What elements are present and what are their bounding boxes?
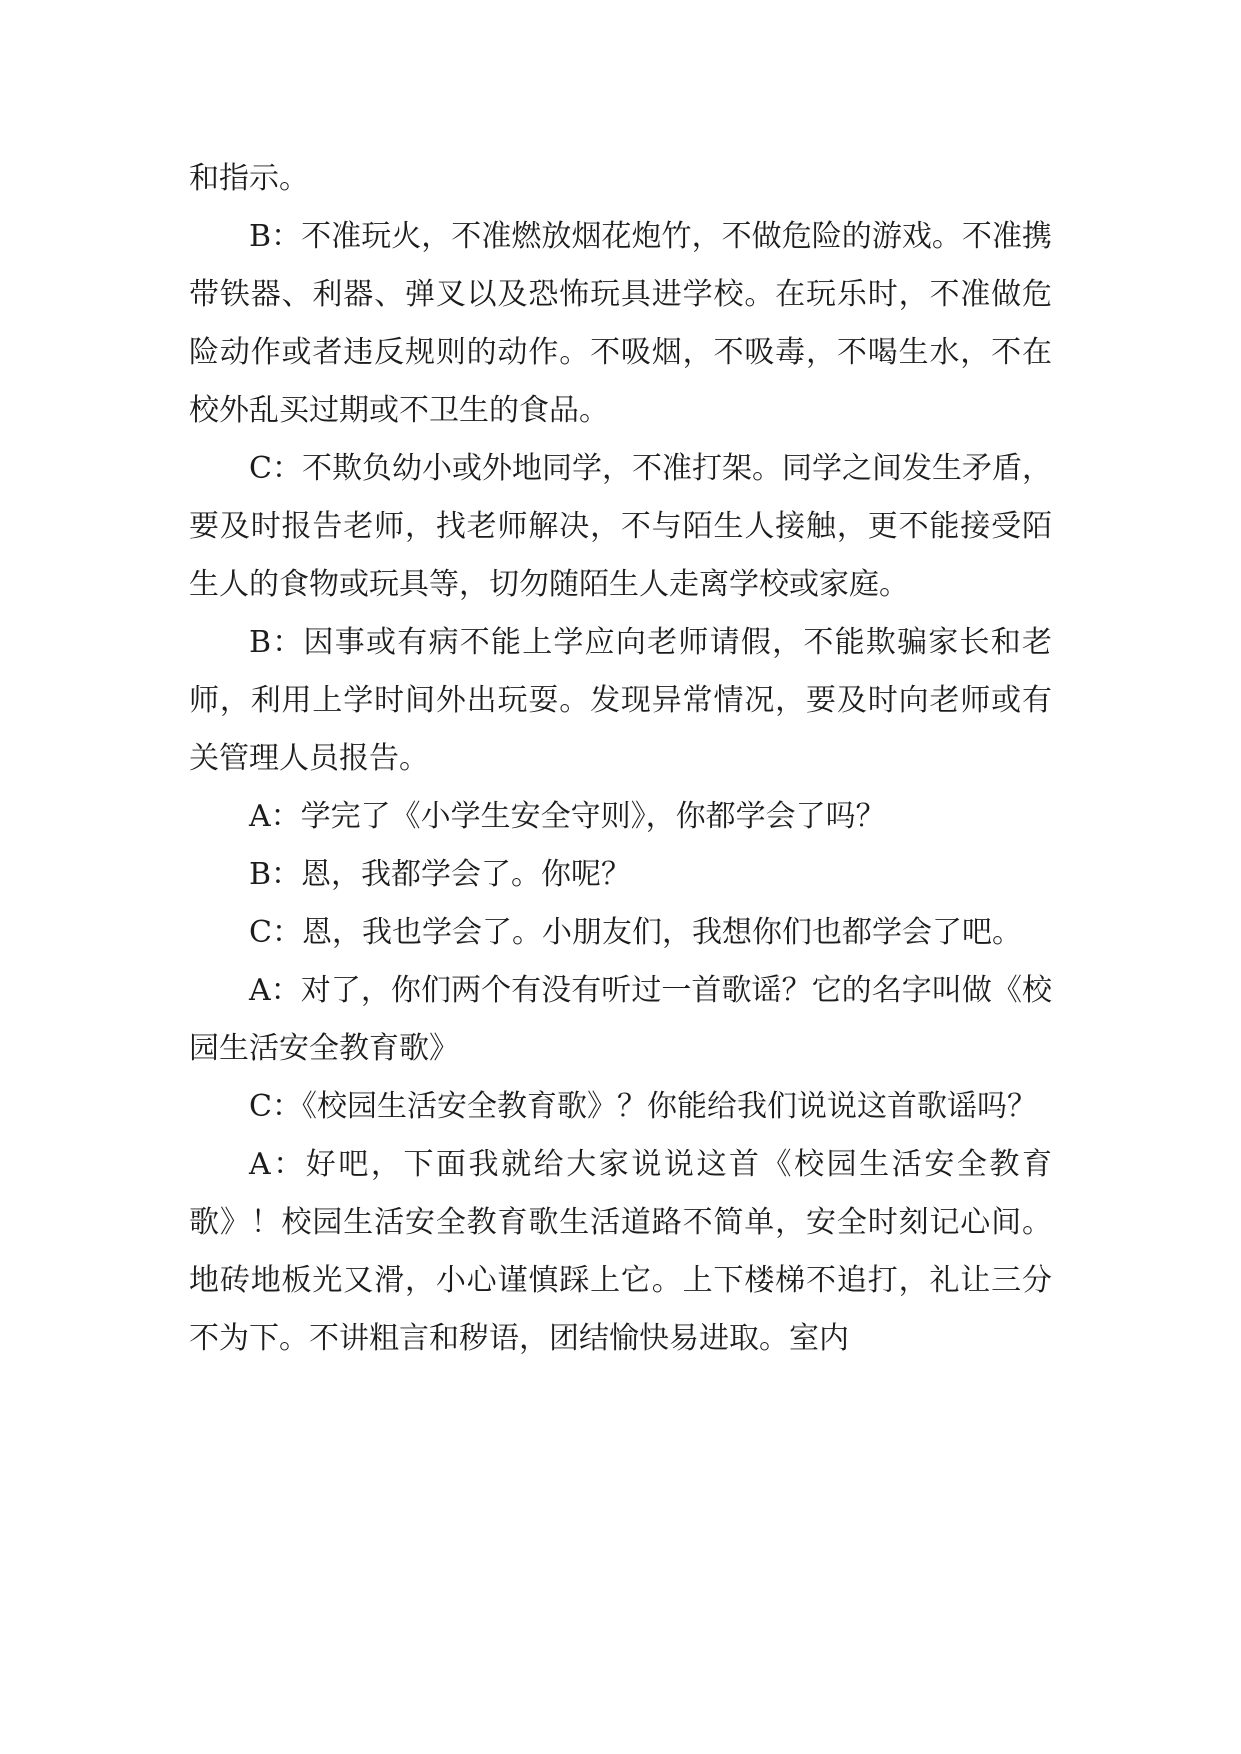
paragraph-10: A：好吧，下面我就给大家说说这首《校园生活安全教育歌》！校园生活安全教育歌生活道路不简单，安全时刻记心间。地砖地板光又滑，小心谨慎踩上它。上下楼梯不追打，礼让三分不为下。不讲粗言和秽语，团结愉快易进取。室内 — [189, 1147, 1052, 1356]
paragraph-4: B：因事或有病不能上学应向老师请假，不能欺骗家长和老师，利用上学时间外出玩耍。发现异常情况，要及时向老师或有关管理人员报告。 — [189, 625, 1052, 776]
paragraph-6: B：恩，我都学会了。你呢？ — [249, 857, 632, 892]
paragraph-2: B：不准玩火，不准燃放烟花炮竹，不做危险的游戏。不准携带铁器、利器、弹叉以及恐怖玩具进学校。在玩乐时，不准做危险动作或者违反规则的动作。不吸烟，不吸毒，不喝生水，不在校外乱买过期或不卫生的食品。 — [189, 219, 1052, 428]
paragraph-7: C：恩，我也学会了。小朋友们，我想你们也都学会了吧。 — [249, 915, 1022, 950]
document-page — [189, 150, 1052, 1368]
paragraph-1: 和指示。 — [189, 161, 309, 196]
paragraph-8: A：对了，你们两个有没有听过一首歌谣？它的名字叫做《校园生活安全教育歌》 — [189, 973, 1052, 1066]
paragraph-9: C：《校园生活安全教育歌》？你能给我们说说这首歌谣吗？ — [249, 1089, 1037, 1124]
paragraph-3: C：不欺负幼小或外地同学，不准打架。同学之间发生矛盾，要及时报告老师，找老师解决，不与陌生人接触，更不能接受陌生人的食物或玩具等，切勿随陌生人走离学校或家庭。 — [189, 451, 1052, 602]
paragraph-5: A：学完了《小学生安全守则》，你都学会了吗？ — [249, 799, 886, 834]
